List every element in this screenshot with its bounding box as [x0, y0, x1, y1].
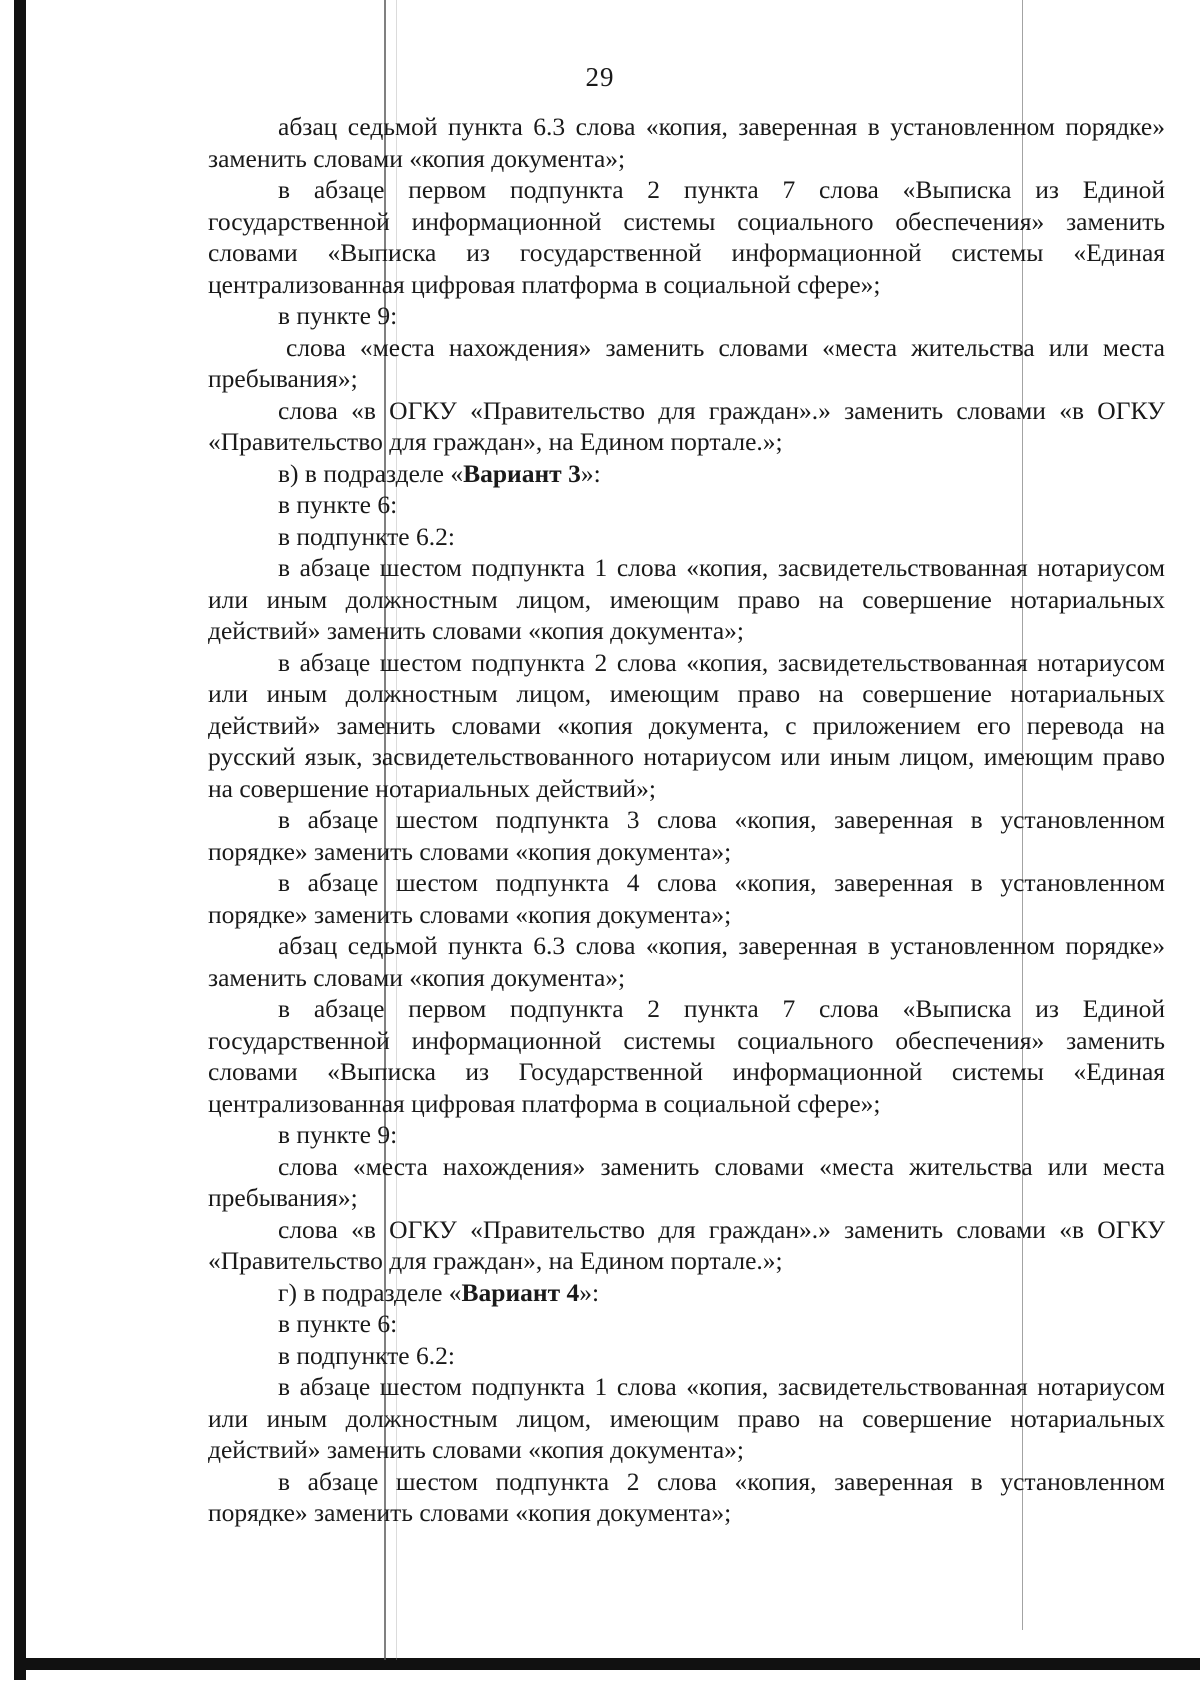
heading-suffix: »:	[580, 458, 601, 488]
paragraph: абзац седьмой пункта 6.3 слова «копия, заверенная в установленном порядке» заменить словами «копия документа»;	[208, 931, 1165, 992]
paragraph: в подпункте 6.2:	[278, 521, 455, 551]
paragraph: в пункте 9:	[278, 301, 398, 330]
scan-left-edge	[14, 0, 26, 1680]
paragraph: в абзаце первом подпункта 2 пункта 7 слова «Выписка из Единой государственной информационной системы социального обеспечения» заменить словами «Выписка из Государственной информационной системы «Единая централизованная цифровая платформа в социальной сфере»;	[208, 994, 1165, 1118]
paragraph: в подпункте 6.2:	[278, 1340, 455, 1370]
heading-prefix: г) в подразделе «	[278, 1277, 462, 1307]
paragraph: слова «в ОГКУ «Правительство для граждан».» заменить словами «в ОГКУ «Правительство для граждан», на Едином портале.»;	[208, 395, 1165, 456]
heading-prefix: в) в подразделе «	[278, 458, 464, 488]
paragraph: в абзаце шестом подпункта 4 слова «копия, заверенная в установленном порядке» заменить словами «копия документа»;	[208, 868, 1165, 929]
paragraph: в пункте 6:	[278, 1309, 398, 1338]
heading-variant: Вариант 3	[463, 458, 581, 488]
paragraph: слова «места нахождения» заменить словами «места жительства или места пребывания»;	[208, 1151, 1165, 1212]
paragraph: в пункте 9:	[278, 1120, 398, 1149]
paragraph: в абзаце шестом подпункта 1 слова «копия, засвидетельствованная нотариусом или иным должностным лицом, имеющим право на совершение нотариальных действий» заменить словами «копия документа»;	[208, 1372, 1165, 1464]
paragraph: в абзаце шестом подпункта 2 слова «копия, засвидетельствованная нотариусом или иным должностным лицом, имеющим право на совершение нотариальных действий» заменить словами «копия документа, с приложением его перевода на русский язык, засвидетельствованного нотариусом или иным лицом, имеющим право на совершение нотариальных действий»;	[208, 647, 1165, 803]
section-heading	[208, 458, 1165, 490]
document-body	[208, 111, 1165, 1529]
page-number: 29	[585, 62, 615, 92]
paragraph: в абзаце шестом подпункта 3 слова «копия, заверенная в установленном порядке» заменить словами «копия документа»;	[208, 805, 1165, 866]
heading-suffix: »:	[579, 1277, 600, 1307]
paragraph: слова «в ОГКУ «Правительство для граждан».» заменить словами «в ОГКУ «Правительство для граждан», на Едином портале.»;	[208, 1214, 1165, 1275]
paragraph: слова «места нахождения» заменить словами «места жительства или места пребывания»;	[208, 332, 1165, 393]
paragraph: в абзаце первом подпункта 2 пункта 7 слова «Выписка из Единой государственной информационной системы социального обеспечения» заменить словами «Выписка из государственной информационной системы «Единая централизованная цифровая платформа в социальной сфере»;	[208, 175, 1165, 299]
paragraph: в пункте 6:	[278, 490, 398, 519]
scan-bottom-edge	[22, 1658, 1200, 1670]
paragraph: абзац седьмой пункта 6.3 слова «копия, заверенная в установленном порядке» заменить словами «копия документа»;	[208, 112, 1165, 173]
section-heading	[208, 1277, 1165, 1309]
paragraph: в абзаце шестом подпункта 2 слова «копия, заверенная в установленном порядке» заменить словами «копия документа»;	[208, 1466, 1165, 1527]
heading-variant: Вариант 4	[461, 1277, 580, 1307]
paragraph: в абзаце шестом подпункта 1 слова «копия, засвидетельствованная нотариусом или иным должностным лицом, имеющим право на совершение нотариальных действий» заменить словами «копия документа»;	[208, 553, 1165, 645]
